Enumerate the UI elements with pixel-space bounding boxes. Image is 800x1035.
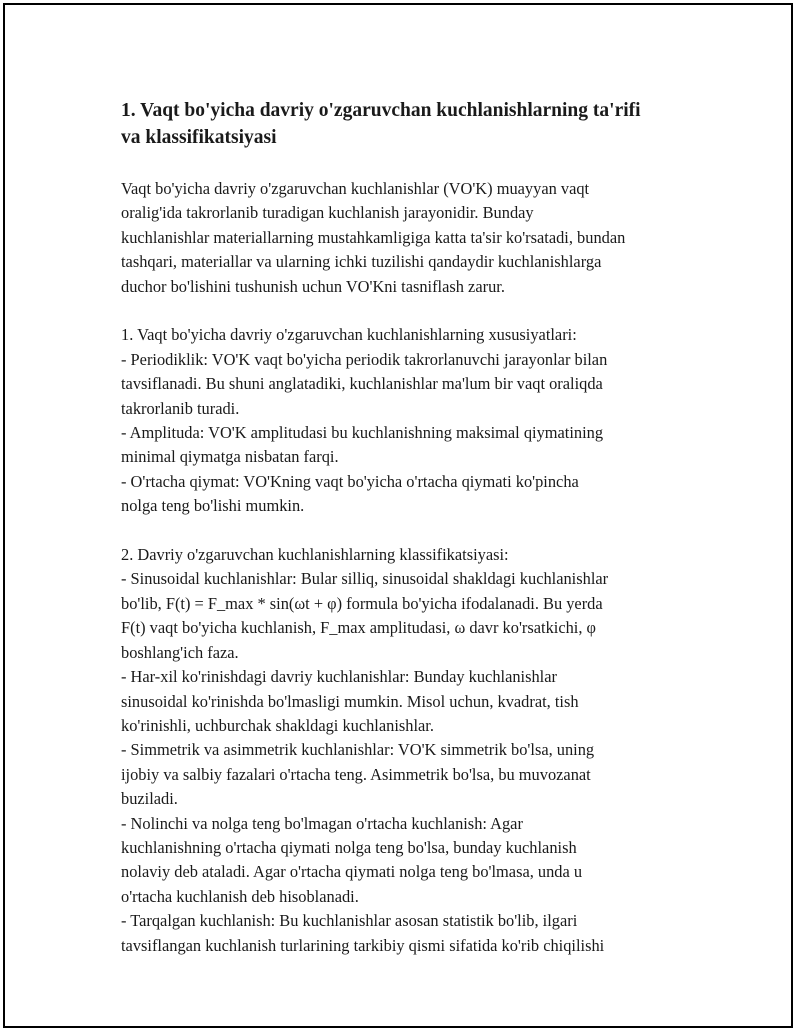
document-page: [3, 3, 793, 1028]
document-title: 1. Vaqt bo'yicha davriy o'zgaruvchan kuchlanishlarning ta'rifi va klassifikatsiyasi: [121, 100, 641, 148]
properties-section: 1. Vaqt bo'yicha davriy o'zgaruvchan kuchlanishlarning xususiyatlari: - Periodiklik: VO'K vaqt bo'yicha periodik takrorlanuvchi jarayonlar bilan tavsiflanadi. Bu shuni anglatadiki, kuchlanishlar ma'lum bir vaqt oraliqda takrorlanib turadi. - Amplituda: VO'K amplitudasi bu kuchlanishning maksimal qiymatining minimal qiymatga nisbatan farqi. - O'rtacha qiymat: VO'Kning vaqt bo'yicha o'rtacha qiymati ko'pincha nolga teng bo'lishi mumkin.: [121, 325, 608, 516]
intro-paragraph: Vaqt bo'yicha davriy o'zgaruvchan kuchlanishlar (VO'K) muayyan vaqt oralig'ida takrorlanib turadigan kuchlanish jarayonidir. Bunday kuchlanishlar materiallarning mustahkamligiga katta ta'sir ko'rsatadi, bundan tashqari, materiallar va ularning ichki tuzilishi qandaydir kuchlanishlarga duchor bo'lishini tushunish uchun VO'Kni tasniflash zarur.: [121, 179, 626, 296]
document-content: [121, 97, 691, 982]
classification-section: 2. Davriy o'zgaruvchan kuchlanishlarning klassifikatsiyasi: - Sinusoidal kuchlanishlar: Bular silliq, sinusoidal shakldagi kuchlanishlar bo'lib, F(t) = F_max * sin(ωt + φ) formula bo'yicha ifodalanadi. Bu yerda F(t) vaqt bo'yicha kuchlanish, F_max amplitudasi, ω davr ko'rsatkichi, φ boshlang'ich faza. - Har-xil ko'rinishdagi davriy kuchlanishlar: Bunday kuchlanishlar sinusoidal ko'rinishda bo'lmasligi mumkin. Misol uchun, kvadrat, tish ko'rinishli, uchburchak shakldagi kuchlanishlar. - Simmetrik va asimmetrik kuchlanishlar: VO'K simmetrik bo'lsa, uning ijobiy va salbiy fazalari o'rtacha teng. Asimmetrik bo'lsa, bu muvozanat buziladi. - Nolinchi va nolga teng bo'lmagan o'rtacha kuchlanish: Agar kuchlanishning o'rtacha qiymati nolga teng bo'lsa, bunday kuchlanish nolaviy deb ataladi. Agar o'rtacha qiymati nolga teng bo'lmasa, unda u o'rtacha kuchlanish deb hisoblanadi. - Tarqalgan kuchlanish: Bu kuchlanishlar asosan statistik bo'lib, ilgari tavsiflangan kuchlanish turlarining tarkibiy qismi sifatida ko'rib chiqilishi: [121, 545, 609, 955]
